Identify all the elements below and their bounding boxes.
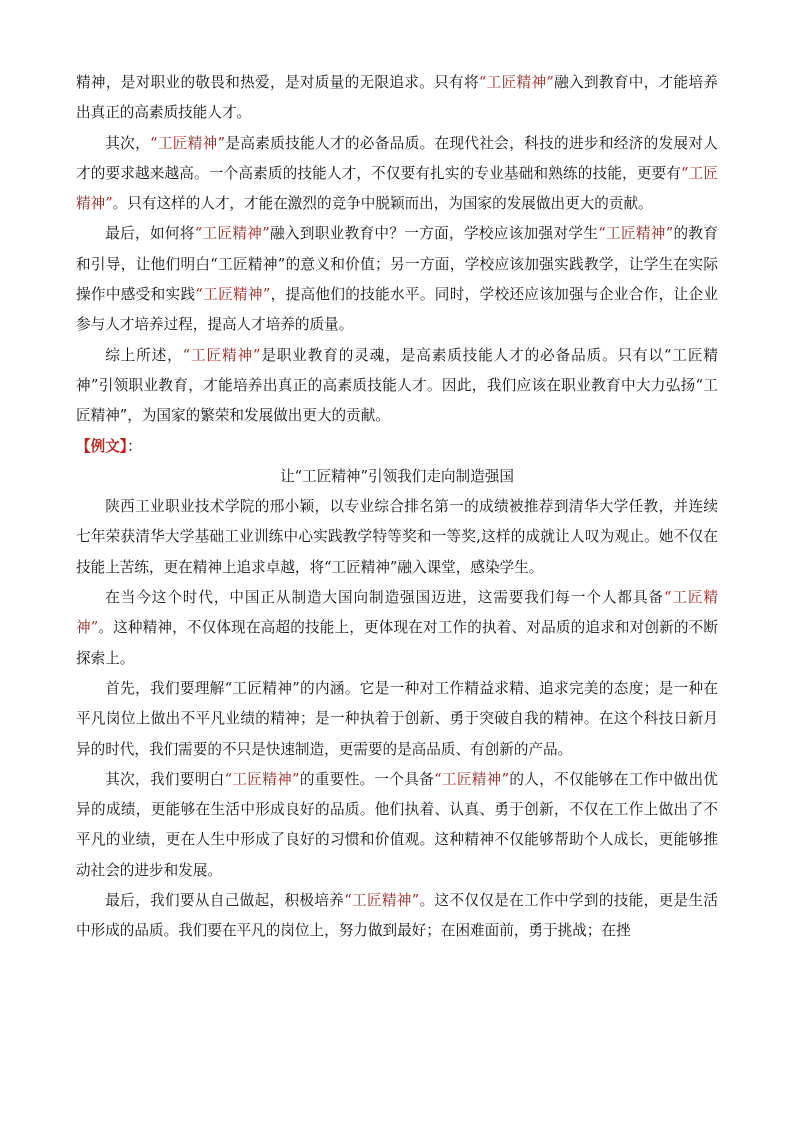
essay-analysis-section (76, 68, 718, 432)
text-run: 最后，我们要从自己做起，积极培养 (105, 892, 345, 910)
highlighted-term: “工匠精神” (224, 770, 300, 788)
example-colon: ： (127, 437, 142, 455)
essay-paragraph (76, 492, 718, 583)
body-paragraph (76, 68, 718, 129)
document-page (76, 68, 718, 947)
essay-paragraph (76, 583, 718, 674)
text-run: 精神，是对职业的敬畏和热爱，是对质量的无限追求。只有将 (76, 74, 479, 91)
highlighted-term: “工匠精神” (478, 74, 554, 91)
body-paragraph (76, 219, 718, 340)
example-heading (76, 432, 718, 462)
text-run: ，提高他们的技能水平。同时，学校还应该加强与企业合作，让企业参与人才培养过程，提高人才培养的质量。 (76, 286, 718, 334)
body-paragraph (76, 129, 718, 220)
highlighted-term: “工匠精神” (150, 134, 226, 152)
highlighted-term: “工匠精神” (76, 164, 718, 213)
highlighted-term: “工匠精神” (195, 286, 271, 304)
highlighted-term: “工匠精神” (76, 589, 718, 637)
highlighted-term: “工匠精神” (182, 346, 261, 364)
essay-paragraph (76, 674, 718, 765)
text-run: 。只有这样的人才，才能在激烈的竞争中脱颖而出，为国家的发展做出更大的贡献。 (112, 195, 653, 213)
essay-paragraph (76, 886, 718, 947)
text-run: 是职业教育的灵魂，是高素质技能人才的必备品质。只有以“工匠精神”引领职业教育，才能培养出真正的高素质技能人才。因此，我们应该在职业教育中大力弘扬“工匠精神”，为国家的繁荣和发展做出更大的贡献。 (76, 346, 718, 425)
example-essay-body (76, 492, 718, 946)
text-run: 其次， (105, 134, 151, 152)
text-run: 的重要性。一个具备 (299, 770, 435, 788)
highlighted-term: “工匠精神” (434, 770, 510, 788)
text-run: 最后，如何将 (105, 225, 195, 243)
highlighted-term: “工匠精神” (598, 225, 674, 243)
body-paragraph (76, 341, 718, 432)
text-run: 融入到职业教育中？一方面，学校应该加强对学生 (269, 225, 599, 243)
text-run: 。这不仅仅是在工作中学到的技能，更是生活中形成的品质。我们要在平凡的岗位上，努力做到最好；在困难面前，勇于挑战；在挫 (76, 892, 718, 940)
text-run: 陕西工业职业技术学院的邢小颖，以专业综合排名第一的成绩被推荐到清华大学任教，并连续七年荣获清华大学基础工业训练中心实践教学特等奖和一等奖,这样的成就让人叹为观止。她不仅在技能上苦练，更在精神上追求卓越，将“工匠精神”融入课堂，感染学生。 (76, 498, 718, 576)
text-run: 首先，我们要理解“工匠精神”的内涵。它是一种对工作精益求精、追求完美的态度；是一种在平凡岗位上做出不平凡业绩的精神；是一种执着于创新、勇于突破自我的精神。在这个科技日新月异的时代，我们需要的不只是快速制造，更需要的是高品质、有创新的产品。 (76, 679, 718, 758)
text-run: 的教育和引导，让他们明白“工匠精神”的意义和价值；另一方面，学校应该加强实践教学，让学生在实际操作中感受和实践 (76, 225, 718, 304)
text-run: 是高素质技能人才的必备品质。在现代社会，科技的进步和经济的发展对人才的要求越来越高。一个高素质的技能人才，不仅要有扎实的专业基础和熟练的技能，更要有 (76, 134, 718, 182)
essay-title: 让“工匠精神”引领我们走向制造强国 (280, 467, 514, 485)
text-run: 其次，我们要明白 (105, 770, 225, 788)
text-run: 。这种精神，不仅体现在高超的技能上，更体现在对工作的执着、对品质的追求和对创新的不断探索上。 (76, 619, 718, 667)
text-run: 融入到教育中，才能培养出真正的高素质技能人才。 (76, 74, 718, 122)
text-run: 在当今这个时代，中国正从制造大国向制造强国迈进，这需要我们每一个人都具备 (105, 589, 664, 607)
highlighted-term: “工匠精神” (194, 225, 270, 243)
essay-paragraph (76, 765, 718, 886)
example-label: 【例文】 (76, 437, 128, 455)
text-run: 的人，不仅能够在工作中做出优异的成绩，更能够在生活中形成良好的品质。他们执着、认真、勇于创新，不仅在工作上做出了不平凡的业绩，更在人生中形成了良好的习惯和价值观。这种精神不仅能够帮助个人成长，更能够推动社会的进步和发展。 (76, 770, 718, 879)
highlighted-term: “工匠精神” (344, 892, 420, 910)
text-run: 综上所述， (105, 346, 183, 364)
